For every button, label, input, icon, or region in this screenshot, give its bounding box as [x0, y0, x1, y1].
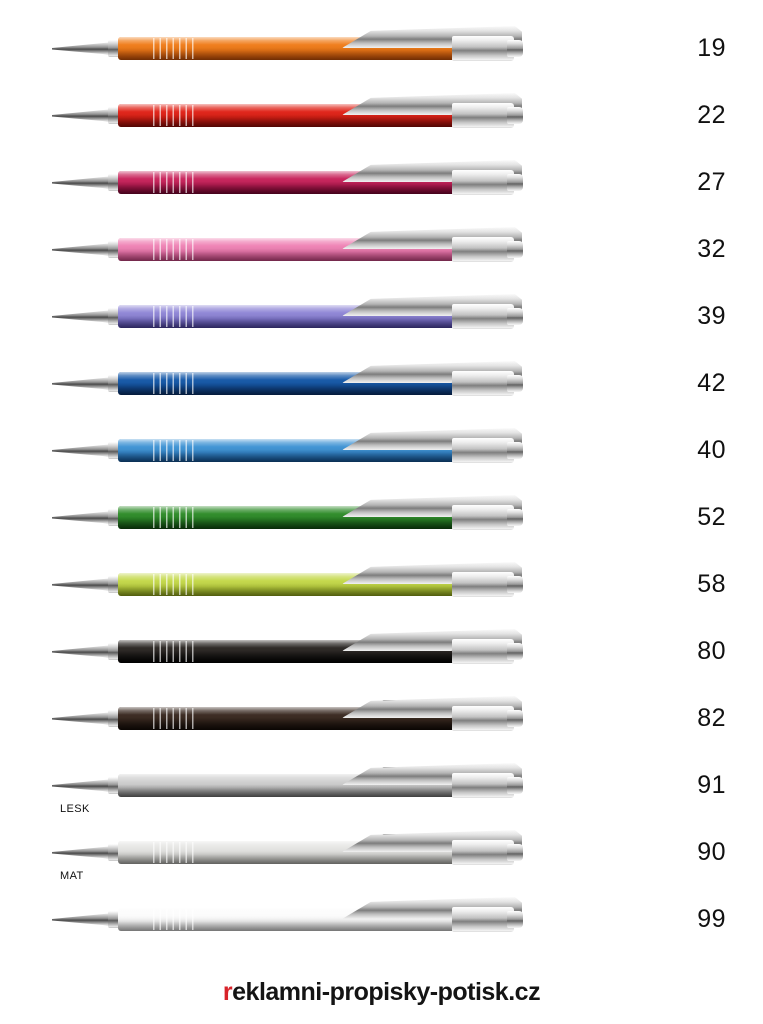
- pen-push-button: [507, 576, 523, 593]
- pen-row: [0, 284, 763, 346]
- pen-rear-section: [452, 237, 514, 262]
- pen-illustration: [52, 619, 522, 681]
- pen-illustration: [52, 217, 522, 279]
- pen-color-code: 99: [697, 905, 726, 933]
- pen-rear-section: [452, 840, 514, 865]
- pen-row: [0, 887, 763, 949]
- pen-push-button: [507, 777, 523, 794]
- pen-tip: [52, 310, 114, 323]
- pen-rear-section: [452, 36, 514, 61]
- pen-row: [0, 686, 763, 748]
- pen-rear-section: [452, 639, 514, 664]
- pen-illustration: [52, 418, 522, 480]
- pen-push-button: [507, 308, 523, 325]
- pen-push-button: [507, 40, 523, 57]
- pen-push-button: [507, 710, 523, 727]
- pen-color-code: 27: [697, 168, 726, 196]
- pen-illustration: [52, 686, 522, 748]
- pen-row: [0, 217, 763, 279]
- pen-row: [0, 753, 763, 815]
- pen-body: [52, 619, 522, 681]
- pen-tip: [52, 42, 114, 55]
- pen-color-code: 19: [697, 34, 726, 62]
- pen-push-button: [507, 442, 523, 459]
- pen-illustration: [52, 16, 522, 78]
- pen-illustration: [52, 284, 522, 346]
- pen-body: [52, 753, 522, 815]
- pen-row: [0, 83, 763, 145]
- pen-push-button: [507, 107, 523, 124]
- pen-illustration: [52, 887, 522, 949]
- pen-color-code: 22: [697, 101, 726, 129]
- pen-rear-section: [452, 773, 514, 798]
- pen-body: [52, 485, 522, 547]
- site-wordmark: [0, 978, 763, 1007]
- pen-color-code: 80: [697, 637, 726, 665]
- pen-tip: [52, 109, 114, 122]
- pen-tip: [52, 176, 114, 189]
- pen-color-code: 58: [697, 570, 726, 598]
- pen-color-code: 91: [697, 771, 726, 799]
- pen-illustration: [52, 820, 522, 882]
- pen-finish-label: MAT: [60, 870, 84, 882]
- wordmark-text: eklamni-propisky-potisk.cz: [232, 978, 541, 1006]
- pen-color-code: 32: [697, 235, 726, 263]
- pen-body: [52, 83, 522, 145]
- pen-color-code: 90: [697, 838, 726, 866]
- pen-body: [52, 820, 522, 882]
- pen-rear-section: [452, 371, 514, 396]
- pen-row: [0, 552, 763, 614]
- pen-tip: [52, 712, 114, 725]
- pen-push-button: [507, 241, 523, 258]
- pen-body: [52, 284, 522, 346]
- wordmark-accent: r: [222, 978, 233, 1006]
- pen-illustration: [52, 485, 522, 547]
- pen-rear-section: [452, 572, 514, 597]
- pen-push-button: [507, 643, 523, 660]
- pen-row: [0, 16, 763, 78]
- pen-tip: [52, 645, 114, 658]
- pen-push-button: [507, 844, 523, 861]
- pen-illustration: [52, 552, 522, 614]
- pen-rear-section: [452, 907, 514, 932]
- pen-tip: [52, 913, 114, 926]
- pen-illustration: [52, 83, 522, 145]
- pen-illustration: [52, 351, 522, 413]
- pen-push-button: [507, 174, 523, 191]
- pen-row: [0, 150, 763, 212]
- pen-finish-label: LESK: [60, 803, 90, 815]
- pen-color-code: 42: [697, 369, 726, 397]
- pen-color-code: 39: [697, 302, 726, 330]
- pen-tip: [52, 243, 114, 256]
- pen-body: [52, 217, 522, 279]
- pen-tip: [52, 444, 114, 457]
- pen-row: [0, 820, 763, 882]
- pen-tip: [52, 779, 114, 792]
- pen-illustration: [52, 150, 522, 212]
- pen-push-button: [507, 509, 523, 526]
- pen-color-code: 82: [697, 704, 726, 732]
- pen-body: [52, 150, 522, 212]
- pen-body: [52, 686, 522, 748]
- pen-row: [0, 485, 763, 547]
- pen-body: [52, 552, 522, 614]
- pen-rear-section: [452, 505, 514, 530]
- pen-color-code: 52: [697, 503, 726, 531]
- pen-color-code: 40: [697, 436, 726, 464]
- pen-body: [52, 351, 522, 413]
- pen-rear-section: [452, 103, 514, 128]
- pen-body: [52, 418, 522, 480]
- pen-tip: [52, 846, 114, 859]
- pen-tip: [52, 578, 114, 591]
- pen-rear-section: [452, 438, 514, 463]
- pen-body: [52, 887, 522, 949]
- pen-rear-section: [452, 706, 514, 731]
- pen-row: [0, 418, 763, 480]
- pen-body: [52, 16, 522, 78]
- pen-push-button: [507, 911, 523, 928]
- pen-push-button: [507, 375, 523, 392]
- pen-row: [0, 619, 763, 681]
- pen-rear-section: [452, 304, 514, 329]
- pen-illustration: [52, 753, 522, 815]
- pen-row: [0, 351, 763, 413]
- pen-tip: [52, 377, 114, 390]
- pen-rear-section: [452, 170, 514, 195]
- pen-tip: [52, 511, 114, 524]
